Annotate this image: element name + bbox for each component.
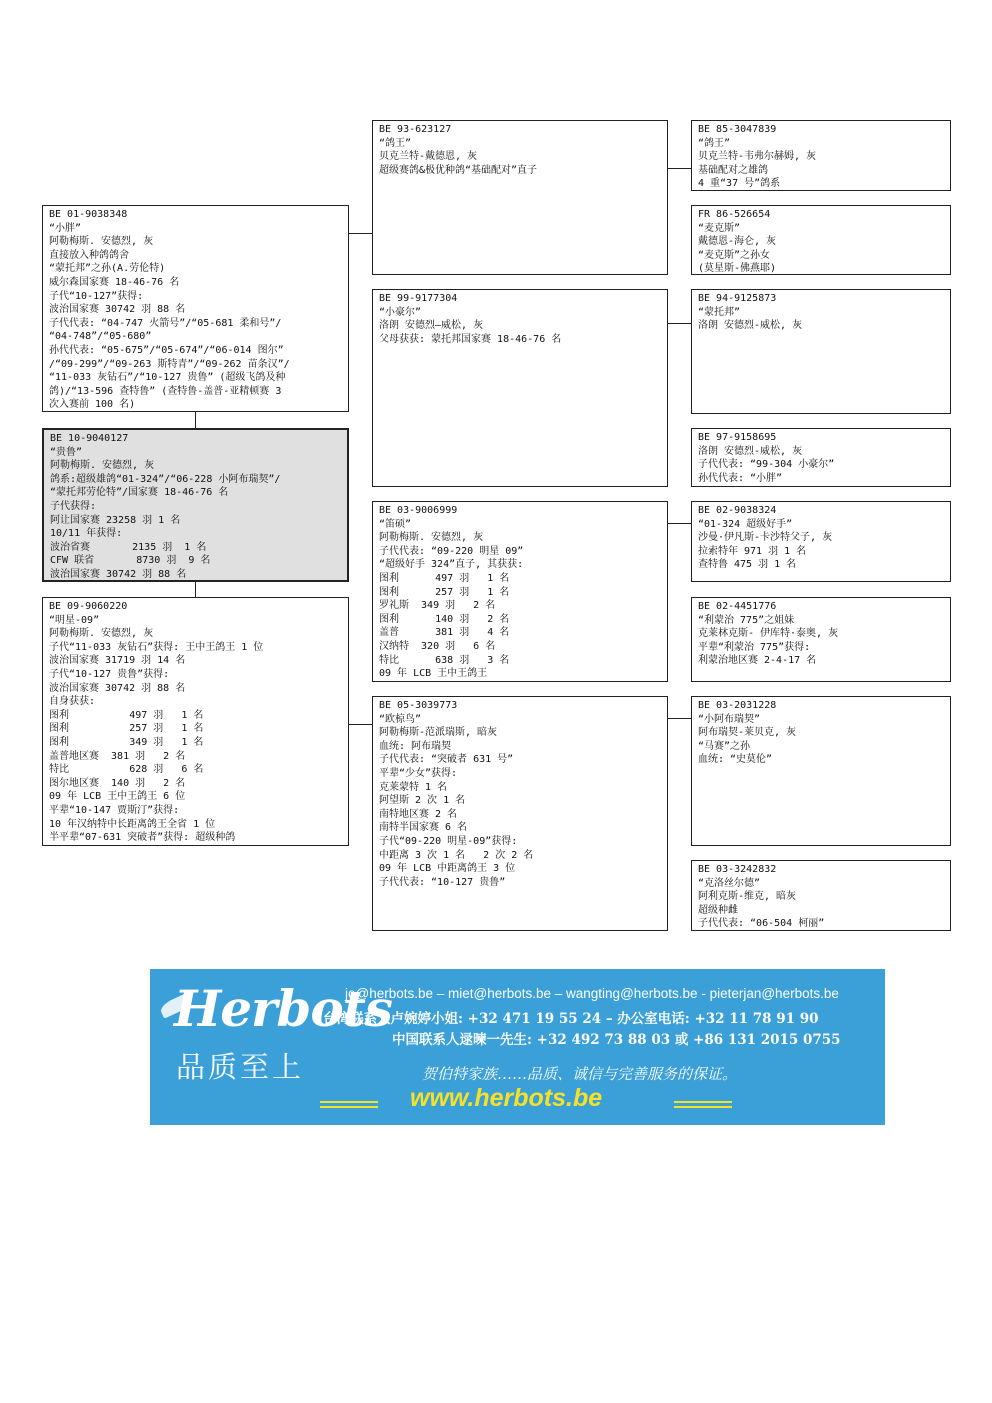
pedigree-line: “蒙托邦”之孙(A.劳伦特) <box>49 263 166 275</box>
pedigree-line: 波治国家赛 30742 羽 88 名 <box>50 568 187 580</box>
ring-number: BE 10-9040127 <box>50 433 129 444</box>
pedigree-line: 鸽)/“13-596 查特鲁” (查特鲁-盖普-亚精顿赛 3 <box>49 385 282 397</box>
connector <box>667 718 691 719</box>
pedigree-line: 特比 638 羽 3 名 <box>379 654 510 666</box>
pedigree-line: 阿利克斯-维克, 暗灰 <box>698 891 797 903</box>
dam-sire-box <box>372 501 668 682</box>
pedigree-line: 洛朗 安德烈-威松, 灰 <box>698 445 803 457</box>
pedigree-line: (莫星斯-佛燕耶) <box>698 263 777 275</box>
pedigree-line: “04-748”/“05-680” <box>49 331 152 343</box>
pedigree-line: 平辈“少女”获得: <box>379 767 458 779</box>
pedigree-line: 波治省赛 2135 羽 1 名 <box>50 541 207 553</box>
sire-sire-sire-box <box>691 120 951 191</box>
pedigree-line: “小胖” <box>49 222 82 234</box>
connector <box>348 724 372 725</box>
pedigree-line: 子代“09-220 明星-09”获得: <box>379 835 518 847</box>
pedigree-line: 子代代表: “09-220 明星 09” <box>379 545 524 557</box>
divider <box>674 1106 732 1108</box>
ring-number: BE 01-9038348 <box>49 209 128 220</box>
divider <box>320 1106 378 1108</box>
herbots-banner <box>150 969 885 1125</box>
pedigree-line: “克洛丝尔德” <box>698 877 761 889</box>
pedigree-line: “麦克斯”之孙女 <box>698 249 771 261</box>
pedigree-line: 图利 497 羽 1 名 <box>49 709 204 721</box>
ring-number: BE 93-623127 <box>379 124 452 135</box>
pedigree-line: 波治国家赛 31719 羽 14 名 <box>49 655 186 667</box>
pedigree-line: 父母获获: 蒙托邦国家赛 18-46-76 名 <box>379 333 562 345</box>
pedigree-line: 南特地区赛 2 名 <box>379 808 458 820</box>
website-link[interactable]: www.herbots.be <box>410 1084 603 1112</box>
pedigree-line: CFW 联省 8730 羽 9 名 <box>50 555 211 567</box>
slogan: 品质至上 <box>176 1050 305 1084</box>
dam-sire-dam-box <box>691 597 951 682</box>
pedigree-line: 拉索特年 971 羽 1 名 <box>698 545 807 557</box>
dam-sire-sire-box <box>691 501 951 582</box>
pedigree-line: 自身获获: <box>49 696 96 708</box>
pedigree-line: “蒙托邦劳伦特”/国家赛 18-46-76 名 <box>50 487 229 499</box>
pedigree-line: 直接放入种鸽鸽舍 <box>49 249 129 261</box>
sire-sire-box <box>372 120 668 275</box>
pedigree-line: 洛朗 安德烈-威松, 灰 <box>698 320 803 332</box>
pedigree-line: 次入赛前 100 名) <box>49 399 136 411</box>
pedigree-line: 波治国家赛 30742 羽 88 名 <box>49 682 186 694</box>
pedigree-line: 10 年汉纳特中长距离鸽王全省 1 位 <box>49 818 216 830</box>
ring-number: BE 99-9177304 <box>379 293 458 304</box>
pedigree-line: “马赛”之孙 <box>698 740 751 752</box>
pedigree-line: 子代“11-033 灰钻石”获得: 王中王鸽王 1 位 <box>49 641 264 653</box>
connector <box>667 168 691 169</box>
pedigree-line: “利蒙治 775”之姐妹 <box>698 614 795 626</box>
pedigree-line: 图尔地区赛 140 羽 2 名 <box>49 777 186 789</box>
sire-box <box>42 205 349 412</box>
dam-dam-sire-box <box>691 696 951 846</box>
pedigree-line: “01-324 超级好手” <box>698 518 793 530</box>
pedigree-line: “超级好手 324”直子, 其获获: <box>379 559 524 571</box>
ring-number: BE 03-3242832 <box>698 864 777 875</box>
pedigree-line: 阿勒梅斯. 安德烈, 灰 <box>49 236 154 248</box>
pedigree-line: 孙代代表: “05-675”/“05-674”/“06-014 图尔” <box>49 344 284 356</box>
tagline: 贺伯特家族……品质、诚信与完善服务的保证。 <box>422 1065 738 1083</box>
pedigree-line: 波治国家赛 30742 羽 88 名 <box>49 304 186 316</box>
pedigree-line: 子代代表: “99-304 小豪尔” <box>698 459 835 471</box>
pedigree-line: 阿勒梅斯. 安德烈, 灰 <box>379 532 484 544</box>
pedigree-line: 戴德恩-海仑, 灰 <box>698 236 777 248</box>
pedigree-line: 平辈“10-147 贾斯汀”获得: <box>49 804 180 816</box>
pedigree-line: 图利 140 羽 2 名 <box>379 613 510 625</box>
pedigree-line: 子代代表: “04-747 火箭号”/“05-681 柔和号”/ <box>49 317 282 329</box>
pedigree-line: “笛硕” <box>379 518 412 530</box>
pedigree-line: “蒙托邦” <box>698 306 741 318</box>
pedigree-line: 阿布瑞契-莱贝克, 灰 <box>698 727 797 739</box>
pedigree-line: 贝克兰特-韦弗尔赫姆, 灰 <box>698 151 817 163</box>
ring-number: BE 05-3039773 <box>379 700 458 711</box>
pedigree-line: 子代“10-127”获得: <box>49 290 144 302</box>
pedigree-line: 利蒙治地区赛 2-4-17 名 <box>698 655 817 667</box>
sire-dam-sire-box <box>691 289 951 414</box>
pedigree-line: /“09-299”/“09-263 斯特青”/“09-262 苗条汉”/ <box>49 358 290 370</box>
ring-number: FR 86-526654 <box>698 209 771 220</box>
sire-sire-dam-box <box>691 205 951 275</box>
pedigree-line: 沙曼·伊凡斯-卡沙特父子, 灰 <box>698 532 833 544</box>
pedigree-line: 盖普地区赛 381 羽 2 名 <box>49 750 186 762</box>
ring-number: BE 97-9158695 <box>698 432 777 443</box>
pedigree-line: 图利 257 羽 1 名 <box>49 723 204 735</box>
pedigree-line: 克莱林克斯- 伊库特·泰奥, 灰 <box>698 628 839 640</box>
pedigree-line: “小豪尔” <box>379 306 422 318</box>
pedigree-line: “小阿布瑞契” <box>698 713 761 725</box>
pedigree-line: 子代代表: “06-504 柯丽” <box>698 918 825 930</box>
pedigree-line: 平辈“利蒙治 775”获得: <box>698 641 811 653</box>
dam-box <box>42 597 349 846</box>
dam-dam-dam-box <box>691 860 951 931</box>
divider <box>674 1101 732 1103</box>
pedigree-line: “鸽王” <box>698 137 731 149</box>
pedigree-line: 半平辈“07-631 突破者”获得: 超级种鸽 <box>49 832 236 844</box>
ring-number: BE 02-4451776 <box>698 601 777 612</box>
pedigree-line: 阿勒梅斯-范派瑞斯, 暗灰 <box>379 727 498 739</box>
pedigree-line: 子代获得: <box>50 500 97 512</box>
pedigree-line: “欧椋鸟” <box>379 713 422 725</box>
dam-dam-box <box>372 696 668 931</box>
connector <box>348 233 372 234</box>
email-addresses: jo@herbots.be – miet@herbots.be – wangting@herbots.be - pieterjan@herbots.be <box>345 986 839 1001</box>
pedigree-line: 贝克兰特-戴德恩, 灰 <box>379 151 478 163</box>
ring-number: BE 03-9006999 <box>379 505 458 516</box>
pedigree-line: 10/11 年获得: <box>50 528 123 540</box>
pedigree-line: 09 年 LCB 王中王鸽王 <box>379 668 488 680</box>
contact-taiwan: 台湾联系人卢婉婷小姐: +32 471 19 55 24 – 办公室电话: +32 11 78 91 90 <box>323 1011 819 1027</box>
pedigree-line: “明星-09” <box>49 614 100 626</box>
pedigree-line: 中距离 3 次 1 名 2 次 2 名 <box>379 849 534 861</box>
ring-number: BE 02-9038324 <box>698 505 777 516</box>
pedigree-line: 克莱蒙特 1 名 <box>379 781 448 793</box>
connector <box>195 581 196 597</box>
pedigree-line: 基础配对之雄鸽 <box>698 164 768 176</box>
pedigree-line: 汉纳特 320 羽 6 名 <box>379 640 496 652</box>
pedigree-line: 罗礼斯 349 羽 2 名 <box>379 600 496 612</box>
sire-dam-dam-box <box>691 428 951 487</box>
pedigree-line: “贵鲁” <box>50 446 83 458</box>
pedigree-line: 盖普 381 羽 4 名 <box>379 627 510 639</box>
connector <box>667 323 691 324</box>
pedigree-line: “麦克斯” <box>698 222 741 234</box>
pedigree-line: 阿勒梅斯. 安德烈, 灰 <box>50 460 155 472</box>
pedigree-line: 阿勒梅斯. 安德烈, 灰 <box>49 628 154 640</box>
pedigree-line: 图利 349 羽 1 名 <box>49 736 204 748</box>
pedigree-line: 4 重“37 号”鸽系 <box>698 178 781 190</box>
pedigree-line: 图利 257 羽 1 名 <box>379 586 510 598</box>
pedigree-line: 超级赛鸽&极优种鸽“基础配对”直子 <box>379 164 538 176</box>
pedigree-line: 威尔森国家赛 18-46-76 名 <box>49 276 180 288</box>
pedigree-line: 鸽系:超级雄鸽“01-324”/“06-228 小阿布瑞契”/ <box>50 473 281 485</box>
ring-number: BE 94-9125873 <box>698 293 777 304</box>
pedigree-line: 09 年 LCB 王中王鸽王 6 位 <box>49 791 186 803</box>
divider <box>320 1101 378 1103</box>
pedigree-line: 超级种雌 <box>698 904 738 916</box>
ring-number: BE 03-2031228 <box>698 700 777 711</box>
pedigree-line: 阿让国家赛 23258 羽 1 名 <box>50 514 181 526</box>
pedigree-line: 子代代表: “10-127 贵鲁” <box>379 876 506 888</box>
pedigree-line: 特比 628 羽 6 名 <box>49 764 204 776</box>
pedigree-line: 洛朗 安德烈—威松, 灰 <box>379 320 484 332</box>
pedigree-line: “鸽王” <box>379 137 412 149</box>
subject-box <box>42 428 349 582</box>
pedigree-line: 孙代代表: “小胖” <box>698 472 783 484</box>
sire-dam-box <box>372 289 668 487</box>
connector <box>667 523 691 524</box>
connector <box>195 412 196 428</box>
pedigree-line: 子代代表: “突破者 631 号” <box>379 754 514 766</box>
pedigree-line: 南特半国家赛 6 名 <box>379 822 468 834</box>
pedigree-line: 09 年 LCB 中距离鸽王 3 位 <box>379 863 516 875</box>
pedigree-line: 血统: “史莫伦” <box>698 754 773 766</box>
contact-china: 中国联系人逯暕一先生: +32 492 73 88 03 或 +86 131 2015 0755 <box>392 1032 841 1048</box>
pedigree-line: 子代“10-127 贵鲁”获得: <box>49 668 170 680</box>
herbots-logo: Herbots <box>174 979 392 1038</box>
ring-number: BE 85-3047839 <box>698 124 777 135</box>
pedigree-line: “11-033 灰钻石”/“10-127 贵鲁” (超级飞鸽及种 <box>49 372 286 384</box>
pedigree-line: 查特鲁 475 羽 1 名 <box>698 559 797 571</box>
pedigree-line: 图利 497 羽 1 名 <box>379 572 510 584</box>
pedigree-line: 阿望斯 2 次 1 名 <box>379 795 466 807</box>
pedigree-line: 血统: 阿布瑞契 <box>379 740 452 752</box>
ring-number: BE 09-9060220 <box>49 601 128 612</box>
